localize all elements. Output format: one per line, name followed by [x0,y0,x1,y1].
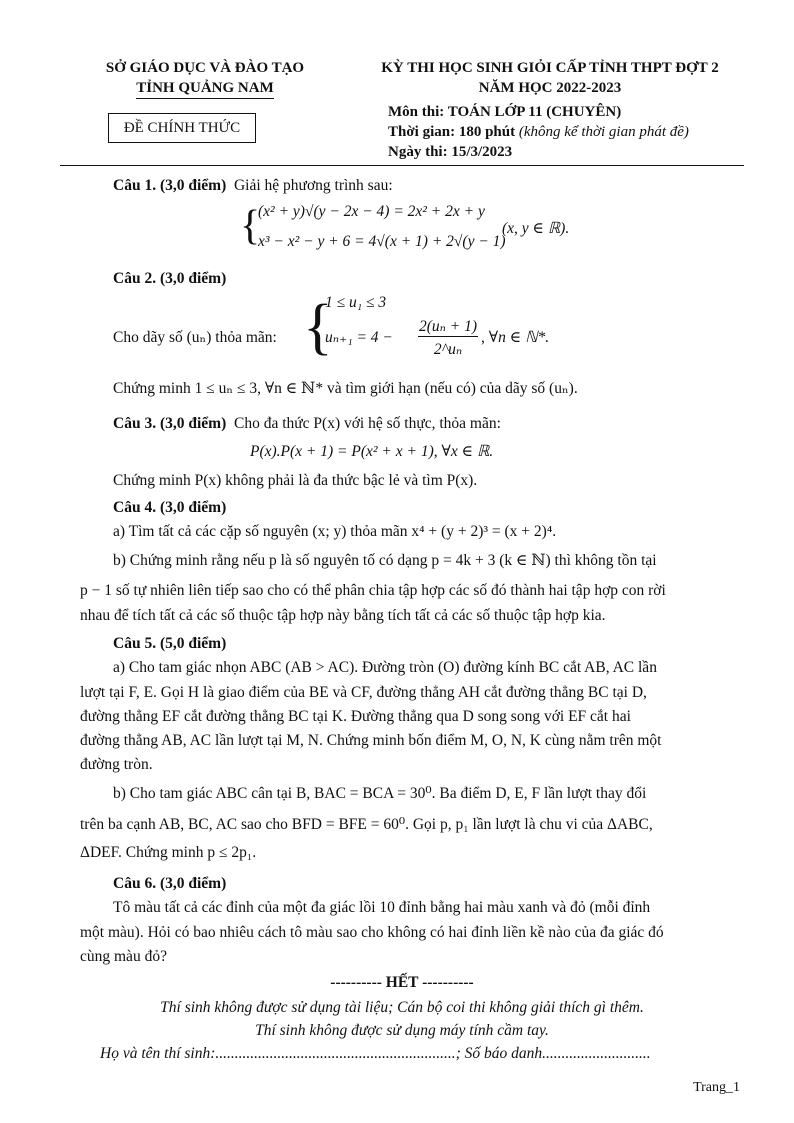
q3-title: Câu 3. (3,0 điểm) [113,415,227,432]
q6-t3: cùng màu đỏ? [80,948,167,965]
exam-line2: NĂM HỌC 2022-2023 [478,80,622,96]
q6-t2: một màu). Hỏi có bao nhiêu cách tô màu sao cho không có hai đỉnh liền kề nào của đa giác đó [80,924,664,941]
end-marker: ---------- HẾT ---------- [330,974,474,991]
official-badge: ĐỀ CHÍNH THỨC [108,113,256,143]
q1-text: Giải hệ phương trình sau: [233,177,393,194]
q2-eq2-den: 2^uₙ [433,341,463,358]
q1-title: Câu 1. (3,0 điểm) [113,177,227,194]
q2-eq1: 1 ≤ u₁ ≤ 3 [325,294,387,311]
dept-line1: SỞ GIÁO DỤC VÀ ĐÀO TẠO [105,60,305,76]
header-exam [340,58,760,98]
header-divider [60,165,744,166]
q4-b2: p − 1 số tự nhiên liên tiếp sao cho có thể phân chia tập hợp các số đó thành hai tập hợp con rời [80,582,666,599]
q5-b1: b) Cho tam giác ABC cân tại B, BAC = BCA = 30⁰. Ba điểm D, E, F lần lượt thay đổi [113,785,647,802]
q1-system [240,199,740,259]
q4-title: Câu 4. (3,0 điểm) [113,499,227,516]
footer-note2: Thí sinh không được sử dụng máy tính cầm tay. [255,1022,549,1039]
q1-cond: (x, y ∈ ℝ). [502,220,570,237]
page-number: Trang_1 [693,1080,740,1095]
q2-eq2-num: 2(uₙ + 1) [418,318,478,335]
q4-b3: nhau để tích tất cả các số thuộc tập hợp này bằng tích tất cả các số thuộc tập hợp kia. [80,607,606,624]
footer-note1: Thí sinh không được sử dụng tài liệu; Cán bộ coi thi không giải thích gì thêm. [160,999,644,1016]
q3-prove: Chứng minh P(x) không phải là đa thức bậc lẻ và tìm P(x). [113,472,478,489]
q1-heading [113,175,743,197]
q5-a1: a) Cho tam giác nhọn ABC (AB > AC). Đường tròn (O) đường kính BC cắt AB, AC lần [113,659,657,676]
q2-brace: { [303,293,333,361]
q5-b2: trên ba cạnh AB, BC, AC sao cho BFD = BFE = 60⁰. Gọi p, p₁ lần lượt là chu vi của ΔABC, [80,816,653,833]
q1-eq1: (x² + y)√(y − 2x − 4) = 2x² + 2x + y [258,203,485,220]
q5-a3: đường thẳng EF cắt đường thẳng BC tại K. Đường thẳng qua D song song với EF cắt hai [80,708,631,725]
q1-eq2: x³ − x² − y + 6 = 4√(x + 1) + 2√(y − 1) [258,233,506,250]
q6-t1: Tô màu tất cả các đỉnh của một đa giác lồi 10 đỉnh bằng hai màu xanh và đỏ (mỗi đỉnh [113,899,651,916]
header-info [388,102,768,162]
time-label: Thời gian: 180 phút [388,124,516,140]
q2-block [113,292,733,372]
q2-prove: Chứng minh 1 ≤ uₙ ≤ 3, ∀n ∈ ℕ* và tìm giới hạn (nếu có) của dãy số (uₙ). [113,380,578,397]
time-note: (không kể thời gian phát đề) [518,124,689,140]
q2-eq2-left: uₙ₊₁ = 4 − [325,329,393,346]
q3-heading [113,413,743,435]
q2-eq2-right: , ∀n ∈ ℕ*. [481,329,550,346]
header-department [70,58,340,99]
q2-text: Cho dãy số (uₙ) thỏa mãn: [113,329,277,346]
q1-brace: { [240,203,261,249]
q3-eq: P(x).P(x + 1) = P(x² + x + 1), ∀x ∈ ℝ. [250,443,494,460]
q3-text: Cho đa thức P(x) với hệ số thực, thỏa mãn: [233,415,501,432]
q5-title: Câu 5. (5,0 điểm) [113,635,227,652]
q5-a5: đường tròn. [80,756,153,773]
q5-a4: đường thẳng AB, AC lần lượt tại M, N. Chứng minh bốn điểm M, O, N, K cùng nằm trên một [80,732,662,749]
dept-line2: TỈNH QUẢNG NAM [136,78,274,99]
candidate-line: Họ và tên thí sinh:..............................................................; Số báo danh............................ [100,1045,651,1062]
q5-b3: ΔDEF. Chứng minh p ≤ 2p₁. [80,844,257,861]
date-label: Ngày thi: 15/3/2023 [388,144,513,160]
subject-label: Môn thi: TOÁN LỚP 11 (CHUYÊN) [388,104,622,120]
q6-title: Câu 6. (3,0 điểm) [113,875,227,892]
q4-a: a) Tìm tất cả các cặp số nguyên (x; y) thỏa mãn x⁴ + (y + 2)³ = (x + 2)⁴. [113,523,557,540]
q5-a2: lượt tại F, E. Gọi H là giao điểm của BE và CF, đường thẳng AH cắt đường thẳng BC tại D, [80,684,647,701]
q4-b1: b) Chứng minh rằng nếu p là số nguyên tố có dạng p = 4k + 3 (k ∈ ℕ) thì không tồn tại [113,552,657,569]
q2-title: Câu 2. (3,0 điểm) [113,270,227,287]
exam-line1: KỲ THI HỌC SINH GIỎI CẤP TỈNH THPT ĐỢT 2 [381,60,719,76]
